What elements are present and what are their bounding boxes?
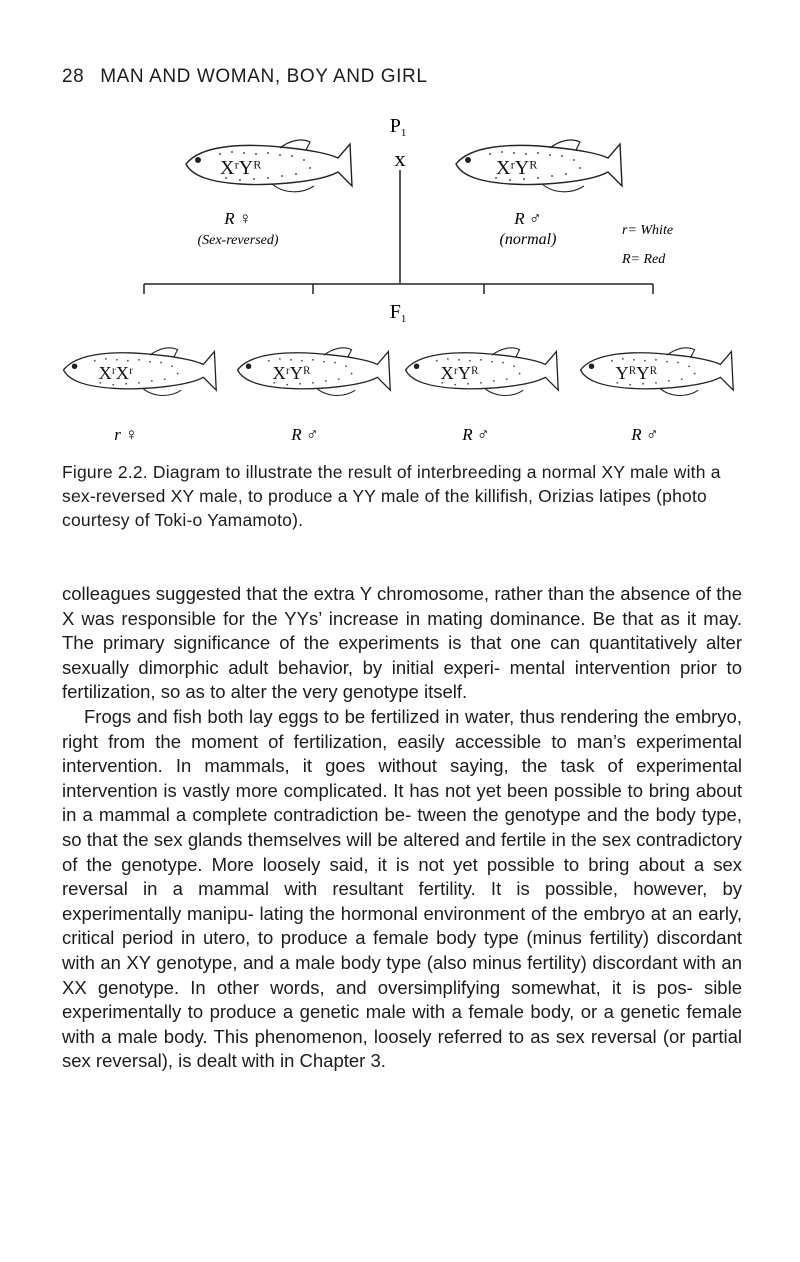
offspring-sex-label: r ♀ <box>114 425 138 444</box>
offspring-genotype: YᴿYᴿ <box>615 363 658 384</box>
parent-genotype: XʳYᴿ <box>496 157 538 179</box>
offspring-fish <box>238 348 391 396</box>
page-number: 28 <box>62 66 85 87</box>
parent-note: (normal) <box>499 231 557 248</box>
offspring-genotype: XʳYᴿ <box>272 363 311 384</box>
offspring-genotype: XʳXʳ <box>98 363 134 384</box>
offspring-sex-label: R ♂ <box>462 425 490 444</box>
parent-fish-female <box>186 140 352 192</box>
f1-label: $F_1$ <box>389 301 407 325</box>
parent-note: (Sex-reversed) <box>197 233 279 248</box>
offspring-genotype: XʳYᴿ <box>440 363 479 384</box>
offspring-fish <box>64 348 217 396</box>
legend-white: r= White <box>622 223 674 238</box>
offspring-sex-label: R ♂ <box>291 425 319 444</box>
offspring-sex-label: R ♂ <box>631 425 659 444</box>
breeding-diagram <box>0 100 800 460</box>
offspring-fish <box>406 348 559 396</box>
p1-label: $P_1$ <box>389 115 407 139</box>
legend-red: R= Red <box>622 252 666 267</box>
running-title: MAN AND WOMAN, BOY AND GIRL <box>100 66 428 87</box>
figure-caption: Figure 2.2. Diagram to illustrate the result of interbreeding a normal XY male with a sex-reversed XY male, to produce a YY male of the killifish, Orizias latipes (photo courtesy of Toki-o Yamamoto). <box>62 462 721 530</box>
running-header <box>62 66 428 88</box>
cross-symbol: x <box>394 146 406 171</box>
parent-sex-label: R ♂ <box>514 209 542 228</box>
paragraph: Frogs and fish both lay eggs to be fertilized in water, thus rendering the embryo, right from the moment of fertilization, easily accessible to man’s experimental intervention. In mammals, it goes without saying, the task of experimental intervention is vastly more complicated. It has not yet been possible to bring about in a mammal a complete contradiction be- tween the genotype and the body type, so that the sex glands themselves will be altered and fertile in the sex contradictory of the genotype. More loosely said, it is not yet possible to bring about a sex reversal in a mammal with resultant fertility. It is possible, however, by experimentally manipu- lating the hormonal environment of the embryo at an early, critical period in utero, to produce a female body type (minus fertility) discordant with an XY genotype, and a male body type (also minus fertility) discordant with an XX genotype. In other words, and oversimplifying somewhat, it is pos- sible experimentally to produce a genetic male with a female body, or a genetic female with a male body. This phenomenon, loosely referred to as sex reversal (or partial sex reversal), is dealt with in Chapter 3. <box>62 705 742 1072</box>
body-text <box>62 582 742 1074</box>
parent-genotype: XʳYᴿ <box>220 157 262 179</box>
parent-fish-male <box>456 140 622 192</box>
offspring-fish <box>581 348 734 396</box>
parent-sex-label: R ♀ <box>224 209 252 228</box>
paragraph: colleagues suggested that the extra Y chromosome, rather than the absence of the X was responsible for the YYs’ increase in mating dominance. Be that as it may. The primary significance of the experiments is that one can quantitatively alter sexually dimorphic adult behavior, by initial experi- mental intervention prior to fertilization, so as to alter the very genotype itself. <box>62 583 742 703</box>
